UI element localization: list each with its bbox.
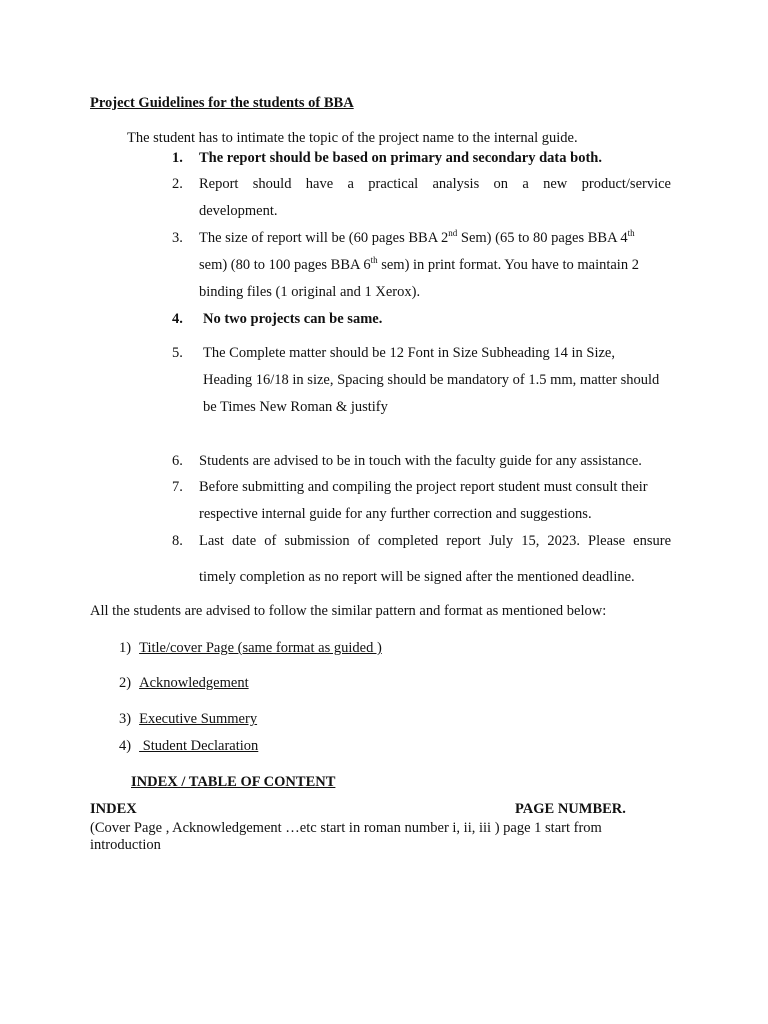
item-4-text: No two projects can be same.	[203, 311, 383, 327]
index-heading: INDEX / TABLE OF CONTENT	[131, 774, 336, 790]
item-6-number: 6.	[172, 453, 183, 469]
item-2-line-2: development.	[199, 203, 278, 219]
format-list-item: 3) Executive Summery	[119, 711, 258, 727]
item-1-number: 1.	[172, 150, 183, 166]
item-7-line-2: respective internal guide for any further correction and suggestions.	[199, 506, 592, 522]
item-1-text: The report should be based on primary and secondary data both.	[199, 150, 602, 166]
item-6-text: Students are advised to be in touch with the faculty guide for any assistance.	[199, 453, 642, 469]
item-5-line-2: Heading 16/18 in size, Spacing should be mandatory of 1.5 mm, matter should	[203, 372, 660, 388]
item-4-number: 4.	[172, 311, 183, 327]
item-8-number: 8.	[172, 533, 183, 549]
page-title: Project Guidelines for the students of BBA	[90, 95, 354, 111]
index-note-line-2: introduction	[90, 837, 161, 853]
format-list-item: 4) Student Declaration	[119, 738, 259, 754]
item-7-number: 7.	[172, 479, 183, 495]
item-5-line-3: be Times New Roman & justify	[203, 399, 388, 415]
format-list-item: 2) Acknowledgement	[119, 675, 249, 691]
item-2-number: 2.	[172, 176, 183, 192]
index-label: INDEX	[90, 801, 137, 817]
index-note-line-1: (Cover Page , Acknowledgement …etc start in roman number i, ii, iii ) page 1 start from	[90, 820, 602, 836]
item-3-line-1: The size of report will be (60 pages BBA 2nd Sem) (65 to 80 pages BBA 4th	[199, 228, 635, 246]
intro-paragraph: The student has to intimate the topic of the project name to the internal guide.	[127, 130, 578, 146]
item-5-number: 5.	[172, 345, 183, 361]
item-7-line-1: Before submitting and compiling the project report student must consult their	[199, 479, 648, 495]
item-5-line-1: The Complete matter should be 12 Font in Size Subheading 14 in Size,	[203, 345, 615, 361]
item-8-line-2: timely completion as no report will be signed after the mentioned deadline.	[199, 569, 635, 585]
item-8-line-1: Last date of submission of completed report July 15, 2023. Please ensure	[199, 533, 671, 549]
item-3-number: 3.	[172, 230, 183, 246]
pattern-note: All the students are advised to follow the similar pattern and format as mentioned below:	[90, 603, 607, 619]
item-2-line-1: Report should have a practical analysis on a new product/service	[199, 176, 671, 192]
page-number-label: PAGE NUMBER.	[515, 801, 626, 817]
item-3-line-3: binding files (1 original and 1 Xerox).	[199, 284, 421, 300]
item-3-line-2: sem) (80 to 100 pages BBA 6th sem) in print format. You have to maintain 2	[199, 255, 639, 273]
format-list-item: 1) Title/cover Page (same format as guided )	[119, 640, 382, 656]
